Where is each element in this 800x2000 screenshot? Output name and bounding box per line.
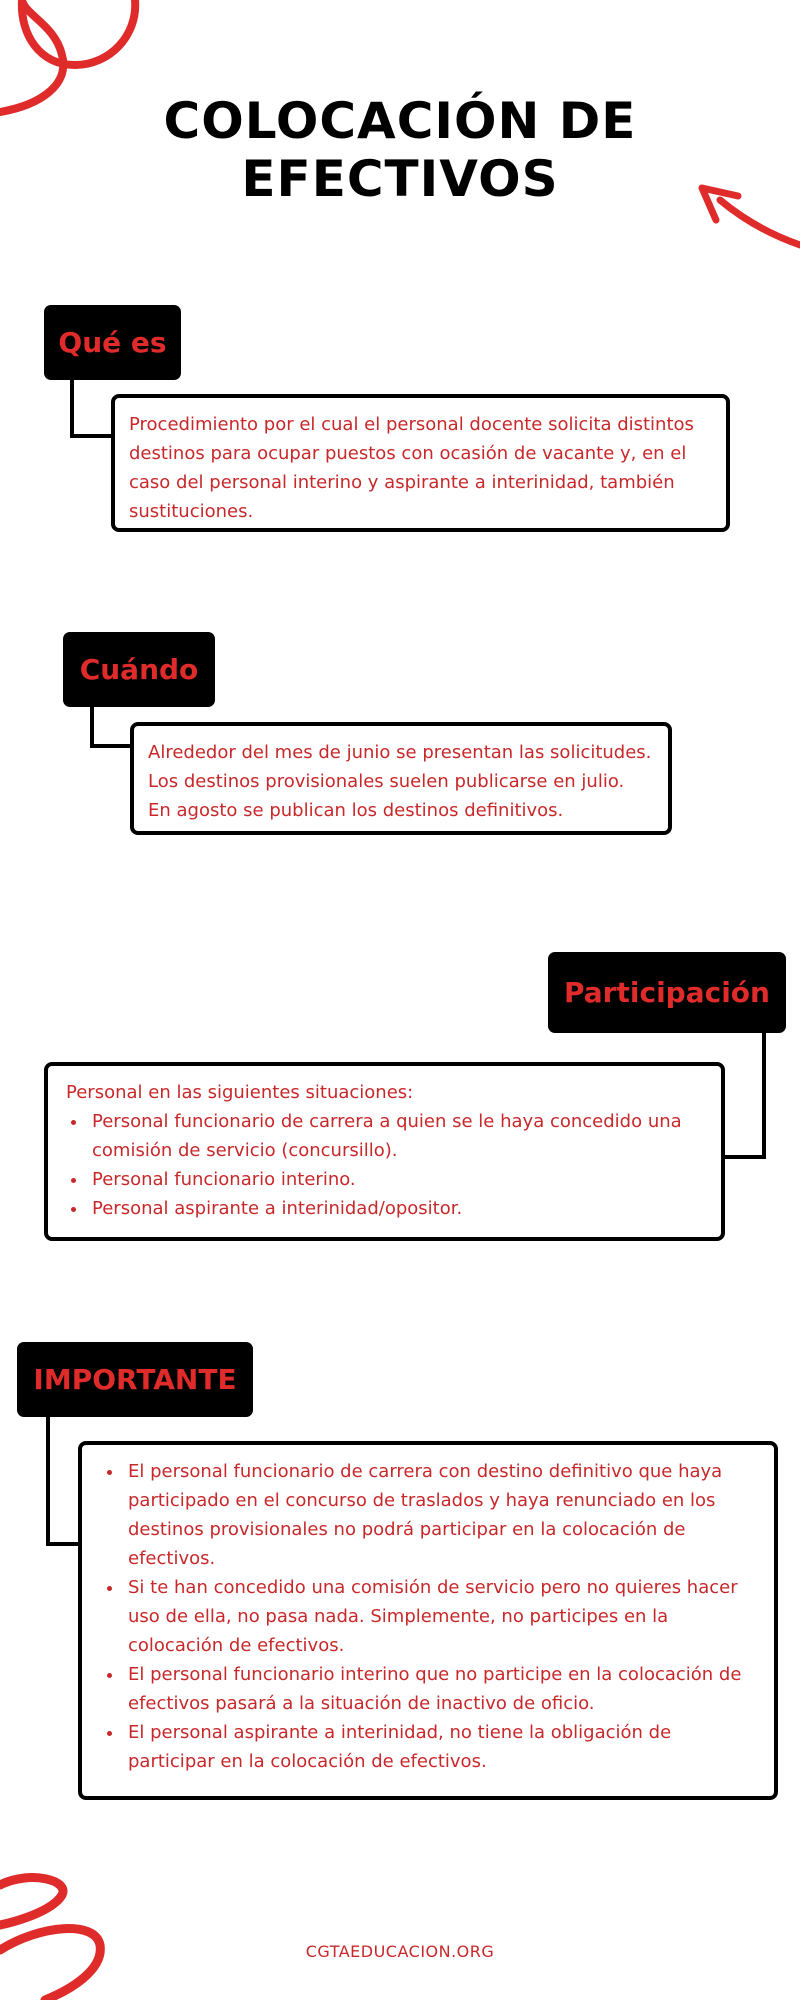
list-item: • El personal funcionario interino que no participe en la colocación de efectivos pasará a la situación de inactivo de oficio. (124, 1660, 760, 1718)
cuando-line-2: Los destinos provisionales suelen publicarse en julio. (148, 771, 625, 792)
connector-que-es (70, 376, 116, 438)
list-item: • El personal aspirante a interinidad, no tiene la obligación de participar en la colocación de efectivos. (124, 1718, 760, 1776)
label-importante (17, 1342, 253, 1417)
participacion-intro: Personal en las siguientes situaciones: (66, 1082, 414, 1103)
list-item: • Personal funcionario de carrera a quien se le haya concedido una comisión de servicio (concursillo). (88, 1107, 707, 1165)
que-es-text: Procedimiento por el cual el personal docente solicita distintos destinos para ocupar puestos con ocasión de vacante y, en el caso del personal interino y aspirante a interinidad, también sustituciones. (129, 414, 694, 522)
list-item: • Personal aspirante a interinidad/opositor. (88, 1194, 707, 1223)
box-importante (78, 1441, 778, 1800)
label-importante-text: IMPORTANTE (33, 1363, 237, 1396)
page-title: COLOCACIÓN DE EFECTIVOS (163, 92, 637, 208)
label-participacion-text: Participación (564, 976, 770, 1009)
cuando-line-1: Alrededor del mes de junio se presentan las solicitudes. (148, 742, 652, 763)
list-item: • Personal funcionario interino. (88, 1165, 707, 1194)
box-que-es (111, 394, 730, 532)
squiggle-bottom-left-decoration (0, 1865, 120, 2000)
label-cuando-text: Cuándo (79, 653, 199, 686)
label-que-es (44, 305, 181, 380)
list-item: • El personal funcionario de carrera con destino definitivo que haya participado en el concurso de traslados y haya renunciado en los destinos provisionales no podrá participar en la colocación de efectivos. (124, 1457, 760, 1573)
label-participacion (548, 952, 786, 1033)
connector-participacion (720, 1030, 766, 1159)
label-cuando (63, 632, 215, 707)
box-cuando (130, 722, 672, 835)
list-item: • Si te han concedido una comisión de servicio pero no quieres hacer uso de ella, no pasa nada. Simplemente, no participes en la colocación de efectivos. (124, 1573, 760, 1660)
footer-website-link[interactable]: CGTAEDUCACION.ORG (305, 1942, 495, 1961)
label-que-es-text: Qué es (58, 326, 167, 359)
importante-list (102, 1457, 760, 1776)
participacion-list (66, 1107, 707, 1223)
box-participacion (44, 1062, 725, 1241)
cuando-line-3: En agosto se publican los destinos definitivos. (148, 800, 564, 821)
